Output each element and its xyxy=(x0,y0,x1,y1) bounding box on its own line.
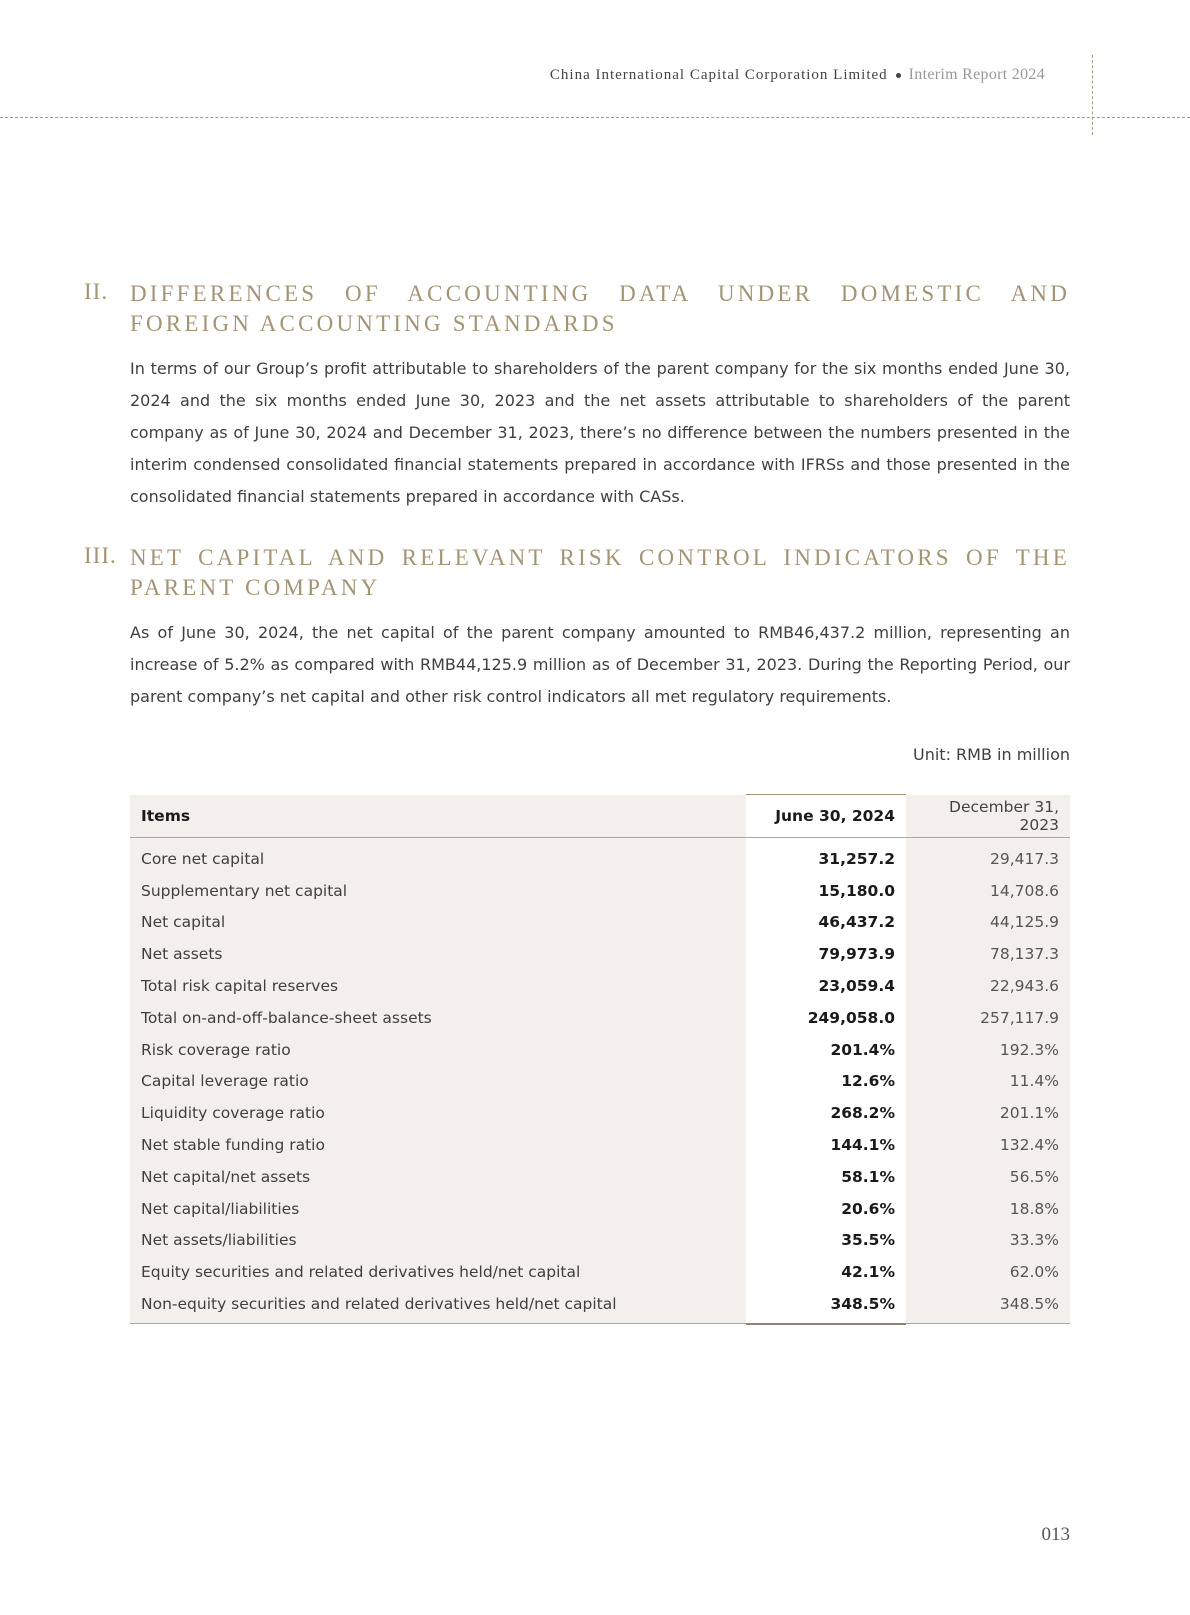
value-dec-2023: 44,125.9 xyxy=(906,907,1070,939)
row-label: Capital leverage ratio xyxy=(130,1066,746,1098)
value-june-2024: 42.1% xyxy=(746,1256,906,1288)
table-row xyxy=(130,907,1070,939)
value-dec-2023: 201.1% xyxy=(906,1097,1070,1129)
value-june-2024: 35.5% xyxy=(746,1225,906,1257)
table-row xyxy=(130,1034,1070,1066)
value-dec-2023: 18.8% xyxy=(906,1193,1070,1225)
row-label: Total on-and-off-balance-sheet assets xyxy=(130,1002,746,1034)
page-number: 013 xyxy=(1041,1524,1070,1545)
row-label: Total risk capital reserves xyxy=(130,970,746,1002)
section-net-capital xyxy=(84,543,1070,713)
table-row xyxy=(130,1129,1070,1161)
table-row xyxy=(130,1288,1070,1324)
header-vertical-dashed-rule xyxy=(1092,55,1093,135)
bullet-separator-icon xyxy=(896,73,901,78)
value-dec-2023: 11.4% xyxy=(906,1066,1070,1098)
value-june-2024: 249,058.0 xyxy=(746,1002,906,1034)
header-june-2024: June 30, 2024 xyxy=(746,795,906,838)
table-row xyxy=(130,1225,1070,1257)
row-label: Net capital/liabilities xyxy=(130,1193,746,1225)
table-row xyxy=(130,875,1070,907)
row-label: Net assets xyxy=(130,938,746,970)
net-capital-table xyxy=(130,794,1070,1325)
header-items: Items xyxy=(130,795,746,838)
value-dec-2023: 29,417.3 xyxy=(906,838,1070,875)
table-row xyxy=(130,1256,1070,1288)
row-label: Net assets/liabilities xyxy=(130,1225,746,1257)
section-body: In terms of our Group’s profit attributable to shareholders of the parent company for the six months ended June 30, 2024 and the six months ended June 30, 2023 and the net assets attributable to shareholders of the parent company as of June 30, 2024 and December 31, 2023, there’s no difference between the numbers presented in the interim condensed consolidated financial statements prepared in accordance with IFRSs and those presented in the consolidated financial statements prepared in accordance with CASs. xyxy=(130,359,1070,506)
value-dec-2023: 33.3% xyxy=(906,1225,1070,1257)
running-header xyxy=(550,66,1045,84)
row-label: Liquidity coverage ratio xyxy=(130,1097,746,1129)
value-dec-2023: 78,137.3 xyxy=(906,938,1070,970)
value-june-2024: 144.1% xyxy=(746,1129,906,1161)
value-dec-2023: 14,708.6 xyxy=(906,875,1070,907)
value-dec-2023: 257,117.9 xyxy=(906,1002,1070,1034)
value-june-2024: 79,973.9 xyxy=(746,938,906,970)
header-dashed-rule xyxy=(0,117,1190,118)
unit-note: Unit: RMB in million xyxy=(913,745,1070,764)
table-row xyxy=(130,938,1070,970)
section-number: II. xyxy=(84,279,109,304)
value-june-2024: 12.6% xyxy=(746,1066,906,1098)
header-dec-2023: December 31, 2023 xyxy=(906,795,1070,838)
table-header-row xyxy=(130,795,1070,838)
table-row xyxy=(130,1066,1070,1098)
table-row xyxy=(130,838,1070,875)
row-label: Core net capital xyxy=(130,838,746,875)
row-label: Net capital xyxy=(130,907,746,939)
value-dec-2023: 132.4% xyxy=(906,1129,1070,1161)
table-row xyxy=(130,1097,1070,1129)
value-dec-2023: 348.5% xyxy=(906,1288,1070,1324)
table-row xyxy=(130,1161,1070,1193)
value-june-2024: 201.4% xyxy=(746,1034,906,1066)
value-june-2024: 268.2% xyxy=(746,1097,906,1129)
section-accounting-differences xyxy=(84,279,1070,513)
company-name: China International Capital Corporation Limited xyxy=(549,67,888,83)
section-number: III. xyxy=(84,543,117,568)
report-name: Interim Report 2024 xyxy=(908,66,1045,83)
row-label: Supplementary net capital xyxy=(130,875,746,907)
value-dec-2023: 22,943.6 xyxy=(906,970,1070,1002)
value-dec-2023: 56.5% xyxy=(906,1161,1070,1193)
table-row xyxy=(130,1193,1070,1225)
row-label: Net stable funding ratio xyxy=(130,1129,746,1161)
section-body: As of June 30, 2024, the net capital of the parent company amounted to RMB46,437.2 million, representing an increase of 5.2% as compared with RMB44,125.9 million as of December 31, 2023. During the Reporting Period, our parent company’s net capital and other risk control indicators all met regulatory requirements. xyxy=(130,623,1070,706)
value-dec-2023: 192.3% xyxy=(906,1034,1070,1066)
value-june-2024: 58.1% xyxy=(746,1161,906,1193)
row-label: Net capital/net assets xyxy=(130,1161,746,1193)
value-june-2024: 15,180.0 xyxy=(746,875,906,907)
row-label: Risk coverage ratio xyxy=(130,1034,746,1066)
row-label: Equity securities and related derivatives held/net capital xyxy=(130,1256,746,1288)
value-dec-2023: 62.0% xyxy=(906,1256,1070,1288)
value-june-2024: 31,257.2 xyxy=(746,838,906,875)
value-june-2024: 348.5% xyxy=(746,1288,906,1324)
value-june-2024: 23,059.4 xyxy=(746,970,906,1002)
table-row xyxy=(130,1002,1070,1034)
row-label: Non-equity securities and related derivatives held/net capital xyxy=(130,1288,746,1324)
value-june-2024: 46,437.2 xyxy=(746,907,906,939)
section-title: DIFFERENCES OF ACCOUNTING DATA UNDER DOMESTIC AND FOREIGN ACCOUNTING STANDARDS xyxy=(130,281,1070,336)
section-title: NET CAPITAL AND RELEVANT RISK CONTROL INDICATORS OF THE PARENT COMPANY xyxy=(130,545,1070,600)
value-june-2024: 20.6% xyxy=(746,1193,906,1225)
table-row xyxy=(130,970,1070,1002)
